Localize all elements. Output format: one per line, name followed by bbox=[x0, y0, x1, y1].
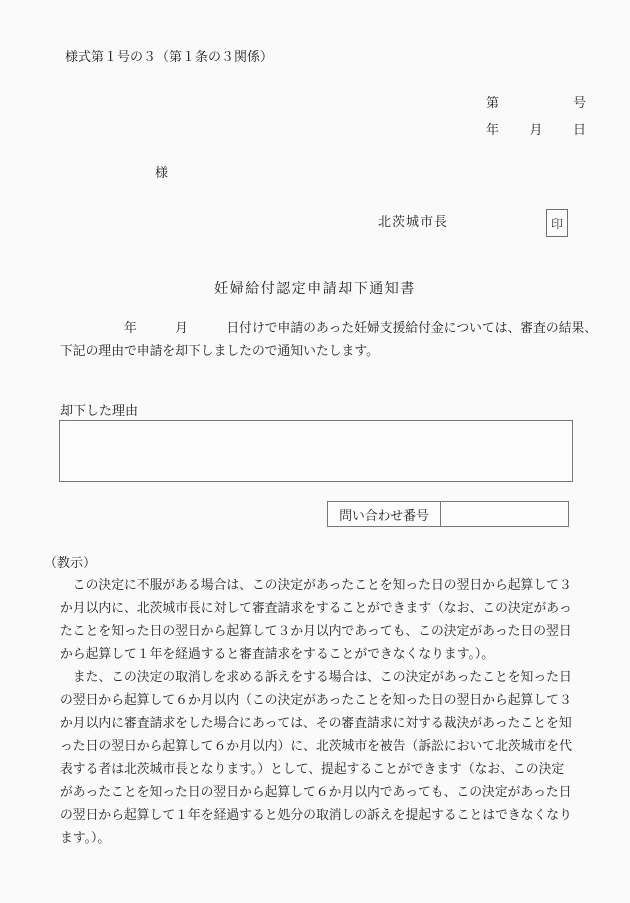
text-line: から起算して１年を経過すると審査請求をすることができなくなります。）。 bbox=[60, 647, 495, 661]
reason-field[interactable] bbox=[59, 420, 573, 482]
intro-paragraph bbox=[60, 317, 620, 363]
kyoji-paragraphs bbox=[60, 574, 620, 850]
date-line bbox=[486, 121, 586, 138]
text-line: たことを知った日の翌日から起算して３か月以内であっても、この決定があった日の翌日 bbox=[60, 624, 572, 638]
sender-name: 北茨城市長 bbox=[378, 214, 449, 229]
text-line: ます。）。 bbox=[60, 831, 111, 845]
inquiry-number-field[interactable] bbox=[441, 501, 569, 527]
inquiry-number-label: 問い合わせ番号 bbox=[327, 501, 441, 527]
date-day-label: 日 bbox=[572, 122, 586, 137]
seal-label: 印 bbox=[550, 216, 563, 231]
date-month-label: 月 bbox=[529, 122, 543, 137]
text-line: か月以内に、北茨城市長に対して審査請求をすることができます（なお、この決定があっ bbox=[60, 601, 572, 615]
reason-label: 却下した理由 bbox=[60, 403, 139, 418]
text-line: この決定に不服がある場合は、この決定があったことを知った日の翌日から起算して３ bbox=[60, 578, 572, 592]
inquiry-number-table bbox=[327, 501, 569, 527]
addressee-suffix: 様 bbox=[155, 165, 169, 180]
doc-number-suffix: 号 bbox=[572, 95, 586, 110]
date-year-label: 年 bbox=[486, 122, 500, 137]
kyoji-heading: （教示） bbox=[44, 555, 97, 570]
text-line: 表する者は北茨城市長となります。）として、提起することができます（なお、この決定 bbox=[60, 762, 565, 776]
doc-number-prefix: 第 bbox=[486, 95, 500, 110]
text-line: った日の翌日から起算して６か月以内）に、北茨城市を被告（訴訟において北茨城市を代 bbox=[60, 739, 572, 753]
text-line: 年 月 日付けで申請のあった妊婦支援給付金については、審査の結果、 bbox=[60, 321, 598, 335]
form-number: 様式第１号の３（第１条の３関係） bbox=[65, 49, 274, 64]
text-line: があったことを知った日の翌日から起算して６か月以内であっても、この決定があった日 bbox=[60, 785, 572, 799]
text-line: また、この決定の取消しを求める訴えをする場合は、この決定があったことを知った日 bbox=[60, 670, 572, 684]
text-line: の翌日から起算して６か月以内（この決定があったことを知った日の翌日から起算して３ bbox=[60, 693, 572, 707]
text-line: の翌日から起算して１年を経過すると処分の取消しの訴えを提起することはできなくなり bbox=[60, 808, 572, 822]
doc-number-line bbox=[486, 94, 586, 111]
text-line: 下記の理由で申請を却下しましたので通知いたします。 bbox=[60, 344, 379, 358]
text-line: か月以内に審査請求をした場合にあっては、その審査請求に対する裁決があったことを知 bbox=[60, 716, 572, 730]
seal-box bbox=[546, 209, 568, 237]
page-title: 妊婦給付認定申請却下通知書 bbox=[214, 282, 416, 297]
